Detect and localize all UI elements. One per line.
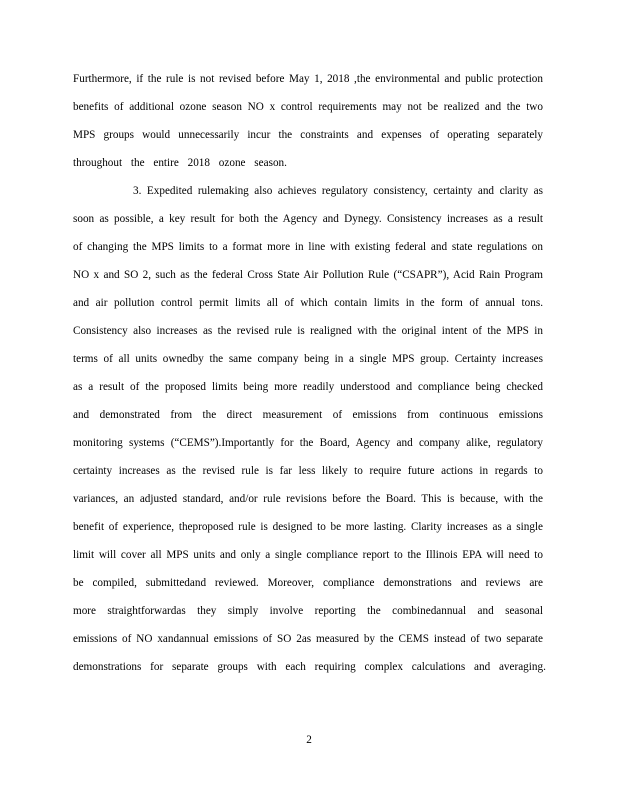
- text-line: certainty increases as the revised rule is far less likely to require future actions in regards to: [73, 465, 543, 477]
- text-line: Consistency also increases as the revised rule is realigned with the original intent of the MPS in: [73, 325, 543, 337]
- text-line: 3. Expedited rulemaking also achieves regulatory consistency, certainty and clarity as: [133, 185, 543, 197]
- text-line: and air pollution control permit limits all of which contain limits in the form of annual tons.: [73, 297, 543, 309]
- text-line: variances, an adjusted standard, and/or rule revisions before the Board. This is because, with the: [73, 493, 543, 505]
- text-line: Furthermore, if the rule is not revised before May 1, 2018 ,the environmental and public protection: [73, 73, 543, 85]
- page-number: 2: [306, 734, 312, 746]
- text-line: emissions of NO xandannual emissions of SO 2as measured by the CEMS instead of two separate: [73, 633, 543, 645]
- text-line: of changing the MPS limits to a format more in line with existing federal and state regulations on: [73, 241, 543, 253]
- text-line: NO x and SO 2, such as the federal Cross State Air Pollution Rule (“CSAPR”), Acid Rain Program: [73, 269, 543, 281]
- text-line: MPS groups would unnecessarily incur the constraints and expenses of operating separately: [73, 129, 543, 141]
- text-line: terms of all units ownedby the same company being in a single MPS group. Certainty increases: [73, 353, 543, 365]
- text-line: monitoring systems (“CEMS”).Importantly for the Board, Agency and company alike, regulatory: [73, 437, 543, 449]
- text-line: demonstrations for separate groups with each requiring complex calculations and averaging.: [73, 661, 546, 673]
- text-line: soon as possible, a key result for both the Agency and Dynegy. Consistency increases as a result: [73, 213, 543, 225]
- text-line: benefit of experience, theproposed rule is designed to be more lasting. Clarity increases as a single: [73, 521, 543, 533]
- text-line: more straightforwardas they simply involve reporting the combinedannual and seasonal: [73, 605, 543, 617]
- text-line: and demonstrated from the direct measurement of emissions from continuous emissions: [73, 409, 543, 421]
- text-line: as a result of the proposed limits being more readily understood and compliance being checked: [73, 381, 543, 393]
- text-line: throughout the entire 2018 ozone season.: [73, 157, 287, 169]
- text-line: be compiled, submittedand reviewed. Moreover, compliance demonstrations and reviews are: [73, 577, 543, 589]
- text-line: limit will cover all MPS units and only a single compliance report to the Illinois EPA will need to: [73, 549, 543, 561]
- text-line: benefits of additional ozone season NO x control requirements may not be realized and the two: [73, 101, 543, 113]
